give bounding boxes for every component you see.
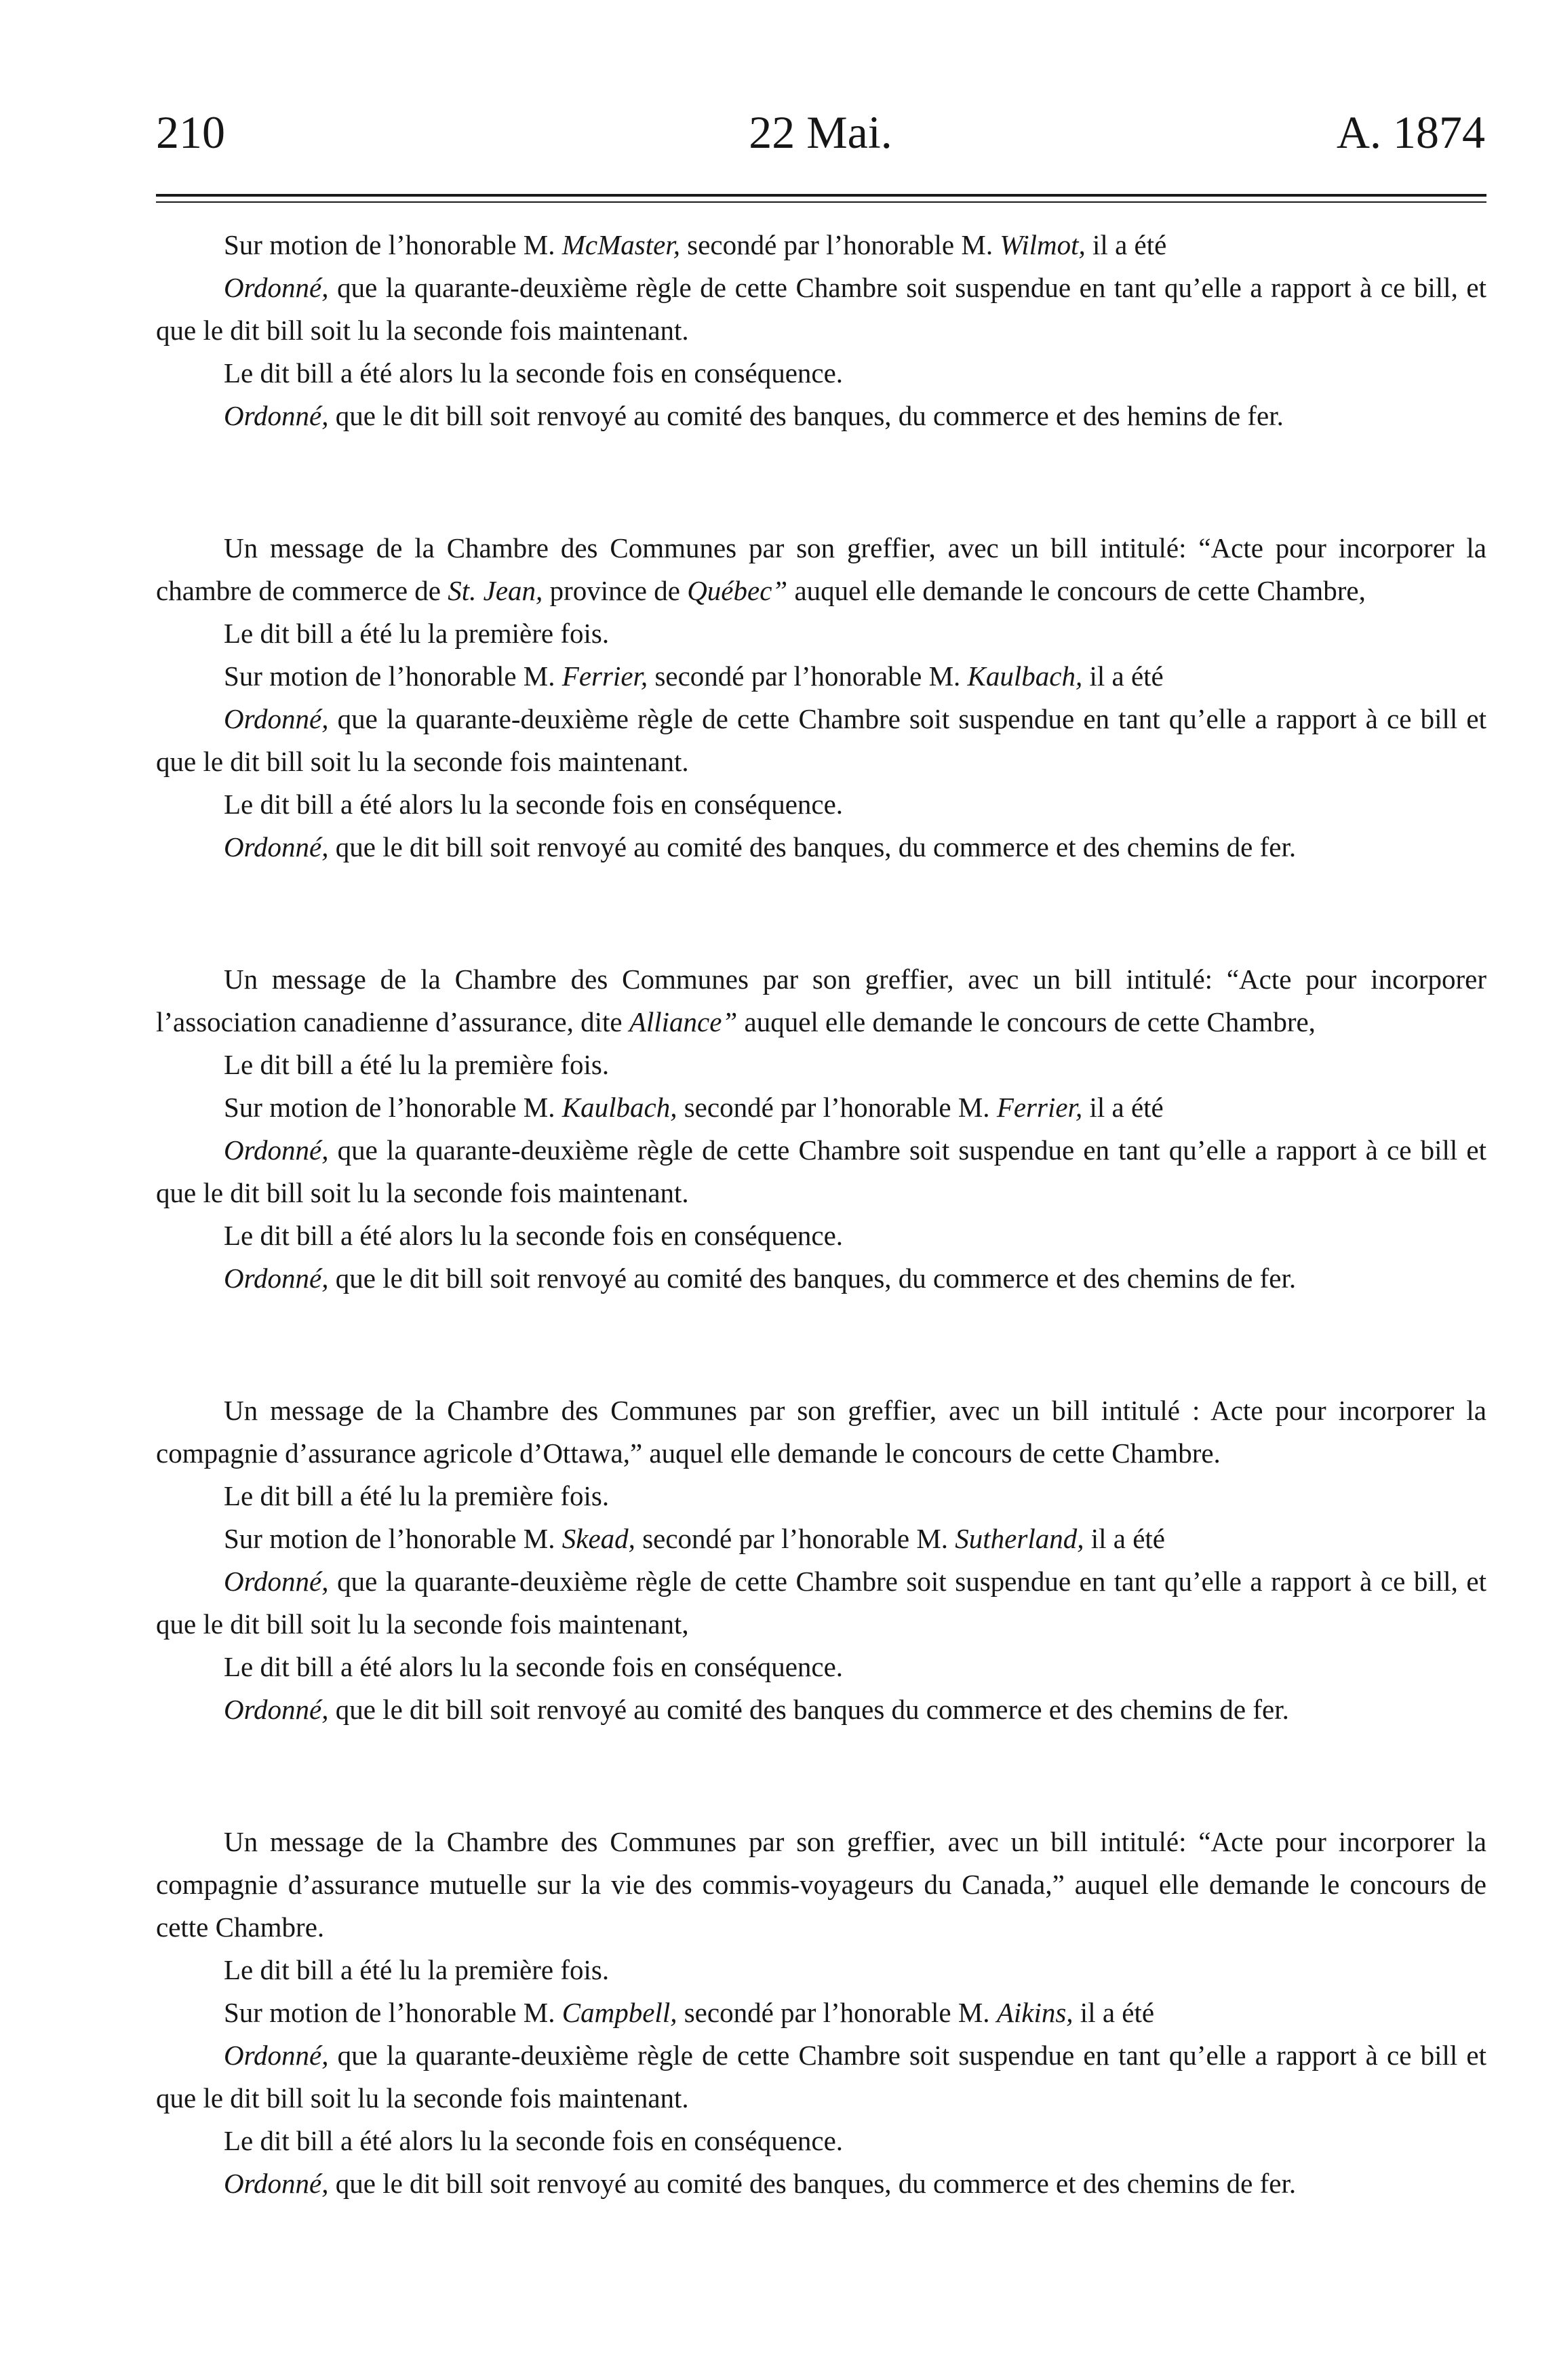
message-paragraph: Un message de la Chambre des Communes par son greffier, avec un bill intitulé: “Acte pour incorporer la chambre de commerce de St. Jean, province de Québec” auquel elle demande le concours de cette Chambre, [156,532,1486,606]
entry-commercial-travellers-bill [156,1821,1486,2205]
header-rule-thin [156,201,1486,203]
page-year: A. 1874 [1336,106,1485,158]
first-reading-paragraph: Le dit bill a été lu la première fois. [224,1480,610,1511]
reading-paragraph: Le dit bill a été alors lu la seconde fois en conséquence. [224,2125,844,2156]
reading-paragraph: Le dit bill a été alors lu la seconde fois en conséquence. [224,357,844,389]
first-reading-paragraph: Le dit bill a été lu la première fois. [224,1049,610,1080]
order-paragraph: Ordonné, que la quarante-deuxième règle de cette Chambre soit suspendue en tant qu’elle a rapport à ce bill et que le dit bill soit lu la seconde fois maintenant. [156,2040,1486,2114]
referral-paragraph: Ordonné, que le dit bill soit renvoyé au comité des banques, du commerce et des chemins de fer. [224,1263,1297,1294]
message-paragraph: Un message de la Chambre des Communes par son greffier, avec un bill intitulé : Acte pour incorporer la compagnie d’assurance agricole d’Ottawa,” auquel elle demande le concours de cette Chambre. [156,1395,1486,1469]
entry-alliance-bill [156,958,1486,1300]
page-header [156,102,1485,163]
motion-paragraph: Sur motion de l’honorable M. Ferrier, secondé par l’honorable M. Kaulbach, il a été [224,660,1164,692]
order-paragraph: Ordonné, que la quarante-deuxième règle de cette Chambre soit suspendue en tant qu’elle a rapport à ce bill, et que le dit bill soit lu la seconde fois maintenant. [156,272,1486,346]
motion-paragraph: Sur motion de l’honorable M. McMaster, secondé par l’honorable M. Wilmot, il a été [224,229,1167,260]
order-paragraph: Ordonné, que la quarante-deuxième règle de cette Chambre soit suspendue en tant qu’elle a rapport à ce bill, et que le dit bill soit lu la seconde fois maintenant, [156,1566,1486,1640]
header-rule-thick [156,194,1486,197]
page-date: 22 Mai. [749,106,892,158]
message-paragraph: Un message de la Chambre des Communes par son greffier, avec un bill intitulé: “Acte pour incorporer la compagnie d’assurance mutuelle sur la vie des commis-voyageurs du Canada,” auquel elle demande le concours de cette Chambre. [156,1826,1486,1943]
entry-mcmaster-motion [156,224,1486,437]
referral-paragraph: Ordonné, que le dit bill soit renvoyé au comité des banques, du commerce et des chemins de fer. [224,2168,1297,2199]
motion-paragraph: Sur motion de l’honorable M. Campbell, secondé par l’honorable M. Aikins, il a été [224,1997,1155,2028]
motion-paragraph: Sur motion de l’honorable M. Skead, secondé par l’honorable M. Sutherland, il a été [224,1523,1165,1554]
referral-paragraph: Ordonné, que le dit bill soit renvoyé au comité des banques, du commerce et des hemins de fer. [224,400,1284,431]
page-number: 210 [156,106,225,158]
mover-name: McMaster, [561,229,680,260]
referral-paragraph: Ordonné, que le dit bill soit renvoyé au comité des banques du commerce et des chemins de fer. [224,1694,1289,1725]
referral-paragraph: Ordonné, que le dit bill soit renvoyé au comité des banques, du commerce et des chemins de fer. [224,831,1297,862]
first-reading-paragraph: Le dit bill a été lu la première fois. [224,1954,610,1985]
motion-paragraph: Sur motion de l’honorable M. Kaulbach, secondé par l’honorable M. Ferrier, il a été [224,1092,1164,1123]
entry-st-jean-bill [156,527,1486,869]
reading-paragraph: Le dit bill a été alors lu la seconde fois en conséquence. [224,1220,844,1251]
entry-ottawa-agricultural-bill [156,1389,1486,1731]
message-paragraph: Un message de la Chambre des Communes par son greffier, avec un bill intitulé: “Acte pour incorporer l’association canadienne d’assurance, dite Alliance” auquel elle demande le concours de cette Chambre, [156,964,1486,1037]
first-reading-paragraph: Le dit bill a été lu la première fois. [224,618,610,649]
reading-paragraph: Le dit bill a été alors lu la seconde fois en conséquence. [224,789,844,820]
reading-paragraph: Le dit bill a été alors lu la seconde fois en conséquence. [224,1651,844,1682]
order-paragraph: Ordonné, que la quarante-deuxième règle de cette Chambre soit suspendue en tant qu’elle a rapport à ce bill et que le dit bill soit lu la seconde fois maintenant. [156,703,1486,777]
order-paragraph: Ordonné, que la quarante-deuxième règle de cette Chambre soit suspendue en tant qu’elle a rapport à ce bill et que le dit bill soit lu la seconde fois maintenant. [156,1134,1486,1208]
journal-body [156,224,1486,2205]
seconder-name: Wilmot, [1000,229,1086,260]
